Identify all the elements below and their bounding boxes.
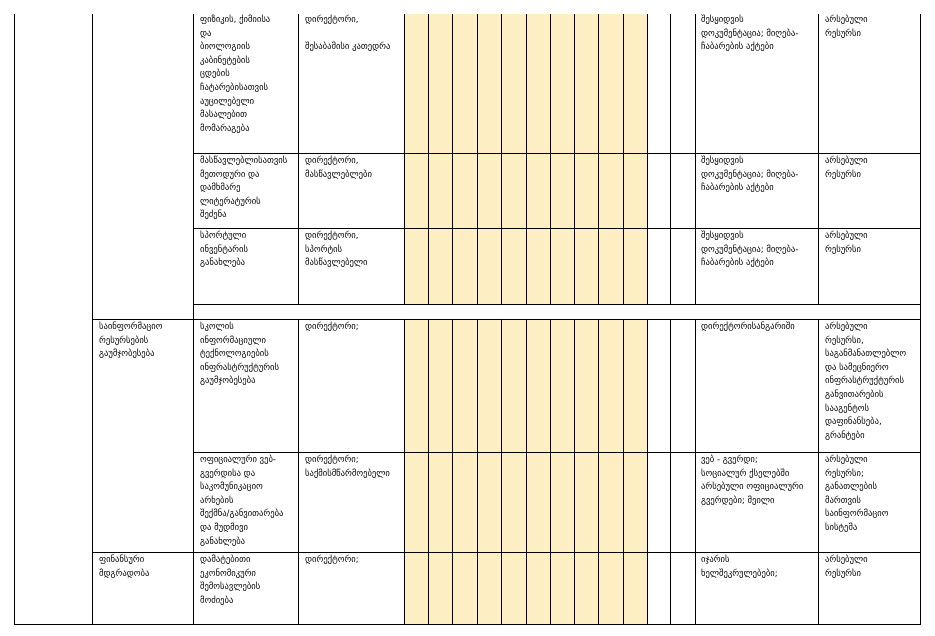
indicator-cell: ვებ - გვერდი; სოციალურ ქსელებში არსებული ოფიციალური გვერდები; მეილი: [701, 455, 804, 506]
resource-cell: არსებული რესურსი: [825, 15, 868, 39]
area-cell: ფინანსური მდგრადობა: [99, 555, 150, 579]
responsible-cell: დირექტორი; საქმისმწარმოებელი: [305, 455, 390, 479]
resource-cell: არსებული რესურსი: [825, 231, 868, 255]
resource-cell: არსებული რესურსი; განათლების მართვის საინფორმაციო სისტემა: [825, 455, 889, 533]
indicator-cell: შესყიდვის დოკუმენტაცია; მიღება- ჩაბარების აქტები: [701, 15, 799, 53]
indicator-cell: დირექტორისანგარიში: [701, 322, 795, 332]
resource-cell: არსებული რესურსი, საგანმანათლებლო და სამეცნიერო ინფრასტრუქტურის განვითარების სააგენტოს დაფინანსება, გრანტები: [825, 322, 907, 441]
activity-cell: ოფიციალური ვებ- გვერდისა და საკომუნიკაციო არხების შექმნა/განვითარება და მუდმივი განახლება: [200, 455, 284, 547]
activity-cell: სპორტული ინვენტარის განახლება: [200, 231, 248, 269]
responsible-cell: დირექტორი;: [305, 322, 359, 332]
activity-cell: ფიზიკის, ქიმიისა და ბიოლოგიის კაბინეტების ცდების ჩატარებისათვის აუცილებელი მასალებით მომარაგება: [200, 15, 271, 134]
activity-cell: დამატებითი ეკონომიკური შემოსავლების მოძიება: [200, 555, 261, 606]
resource-cell: არსებული რესურსი: [825, 156, 868, 180]
responsible-cell: დირექტორი, შესაბამისი კათედრა: [305, 15, 391, 53]
resource-cell: არსებული რესურსი: [825, 555, 868, 579]
responsible-cell: დირექტორი, მასწავლებლები: [305, 156, 372, 180]
indicator-cell: იჯარის ხელშეკრულებები;: [701, 555, 778, 579]
indicator-cell: შესყიდვის დოკუმენტაცია; მიღება- ჩაბარების აქტები: [701, 231, 799, 269]
responsible-cell: დირექტორი, სპორტის მასწავლებელი: [305, 231, 368, 269]
activity-cell: სკოლის ინფორმაციული ტექნოლოგიების ინფრასტრუქტურის გაუმჯობესება: [200, 322, 279, 387]
area-cell: საინფორმაციო რესურსების გაუმჯობესება: [99, 322, 163, 360]
activity-cell: მასწავლებლისათვის მეთოდური და დამხმარე ლიტერატურის შეძენა: [200, 156, 288, 221]
responsible-cell: დირექტორი;: [305, 555, 359, 565]
indicator-cell: შესყიდვის დოკუმენტაცია; მიღება- ჩაბარების აქტები: [701, 156, 799, 194]
